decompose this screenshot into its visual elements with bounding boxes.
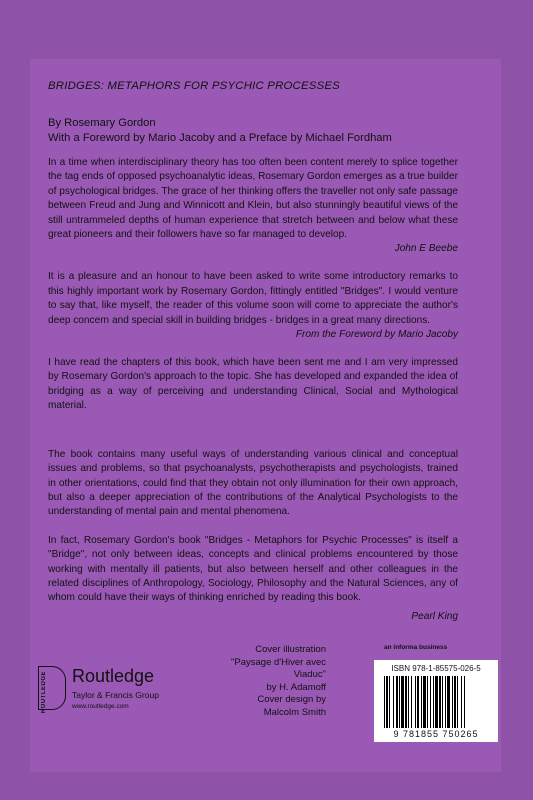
barcode-block: [374, 660, 498, 742]
barcode-stripe: [386, 676, 388, 728]
barcode-icon: [382, 676, 490, 728]
quote-beebe: In a time when interdisciplinary theory has too often been content merely to splice together the tag ends of opposed psychoanalytic ideas, Rosemary Gordon emerges as a true builder of psychological bridges. The grace of her thinking offers the traveller not only safe passage between Freud and Jung and Winnicott and Klein, but also stunningly beautiful views of the still untrammeled depths of human experience that stretch between and below what these great pioneers and their followers have so far managed to develop.: [48, 157, 458, 241]
quote-jacoby: It is a pleasure and an honour to have been asked to write some introductory remarks to this highly important work by Rosemary Gordon, fittingly entitled "Bridges". I would venture to say that, like myself, the reader of this volume soon will come to appreciate the author's deep concern and special skill in building bridges - bridges in a great many directions.: [48, 271, 458, 326]
attribution-king: Pearl King: [411, 610, 458, 622]
barcode-stripe: [435, 676, 438, 728]
barcode-stripe: [411, 676, 412, 728]
barcode-stripe: [452, 676, 453, 728]
cover-credits: [206, 644, 326, 719]
routledge-mark-icon: [38, 666, 66, 714]
credit-line-3: by H. Adamoff: [266, 681, 326, 693]
isbn-label: ISBN 978-1-85575-026-5: [391, 664, 481, 673]
barcode-stripe: [421, 676, 422, 728]
informa-label: an informa business: [384, 644, 448, 651]
barcode-stripe: [423, 676, 426, 728]
quote-king-paragraph-3: In fact, Rosemary Gordon's book "Bridges - Metaphors for Psychic Processes" is itself a "Bridge", not only between ideas, concepts and clinical problems encountered by those working with mentally ill patients, but also between herself and other colleagues in the related disciplines of Anthropology, Sociology, Philosophy and the Natural Sciences, any of whom could have their ways of thinking enriched by reading this book.: [48, 534, 458, 604]
barcode-stripe: [433, 676, 434, 728]
barcode-stripe: [461, 676, 462, 728]
barcode-stripe: [384, 676, 385, 728]
barcode-stripe: [439, 676, 441, 728]
quote-king-paragraph-2: The book contains many useful ways of understanding various clinical and conceptual issues and problems, so that psychoanalysts, psychotherapists and psychologists, trained in other orientations, could find that they obtain not only illumination for their own approach, but also a deeper appreciation of the contributions of the Analytical Psychologists to the understanding of mental pain and mental phenomena.: [48, 448, 458, 518]
attribution-beebe: John E Beebe: [394, 243, 458, 255]
publisher-name: Routledge: [72, 666, 155, 686]
publisher-url: www.routledge.com: [72, 703, 129, 710]
publisher-group: Taylor & Francis Group: [72, 690, 159, 700]
credit-line-1: Cover illustration: [255, 644, 326, 655]
book-title: BRIDGES: METAPHORS FOR PSYCHIC PROCESSES: [48, 80, 340, 92]
barcode-stripe: [396, 676, 398, 728]
barcode-stripe: [415, 676, 416, 728]
barcode-stripe: [393, 676, 394, 728]
quote-king-paragraph-1: I have read the chapters of this book, which have been sent me and I am very impressed by Rosemary Gordon's approach to the topic. She has developed and expanded the idea of bridging as a way of perceiving and understanding Clinical, Social and Mythological material.: [48, 357, 458, 412]
barcode-stripe: [464, 676, 465, 728]
barcode-stripe: [417, 676, 419, 728]
barcode-stripe: [447, 676, 450, 728]
routledge-logo: [38, 666, 198, 746]
barcode-stripe: [427, 676, 428, 728]
credit-line-4: Cover design by: [257, 694, 326, 705]
barcode-stripe: [430, 676, 431, 728]
cover-text: [48, 80, 458, 638]
barcode-stripe: [442, 676, 443, 728]
credit-line-5: Malcolm Smith: [263, 706, 326, 718]
barcode-digits: 9 781855 750265: [393, 729, 479, 739]
attribution-jacoby: From the Foreword by Mario Jacoby: [295, 329, 458, 341]
barcode-stripe: [399, 676, 400, 728]
barcode-stripe: [389, 676, 390, 728]
barcode-stripe: [457, 676, 458, 728]
barcode-stripe: [445, 676, 446, 728]
author-line: By Rosemary Gordon: [48, 117, 156, 129]
routledge-mark-text: ROUTLEDGE: [41, 671, 47, 714]
foreword-line: With a Foreword by Mario Jacoby and a Preface by Michael Fordham: [48, 132, 392, 144]
byline: [48, 116, 458, 146]
barcode-stripe: [401, 676, 404, 728]
barcode-stripe: [408, 676, 409, 728]
barcode-stripe: [454, 676, 456, 728]
barcode-stripe: [405, 676, 407, 728]
cover-footer: [38, 636, 508, 746]
credit-line-2: "Paysage d'Hiver avec Viaduc": [231, 656, 326, 680]
